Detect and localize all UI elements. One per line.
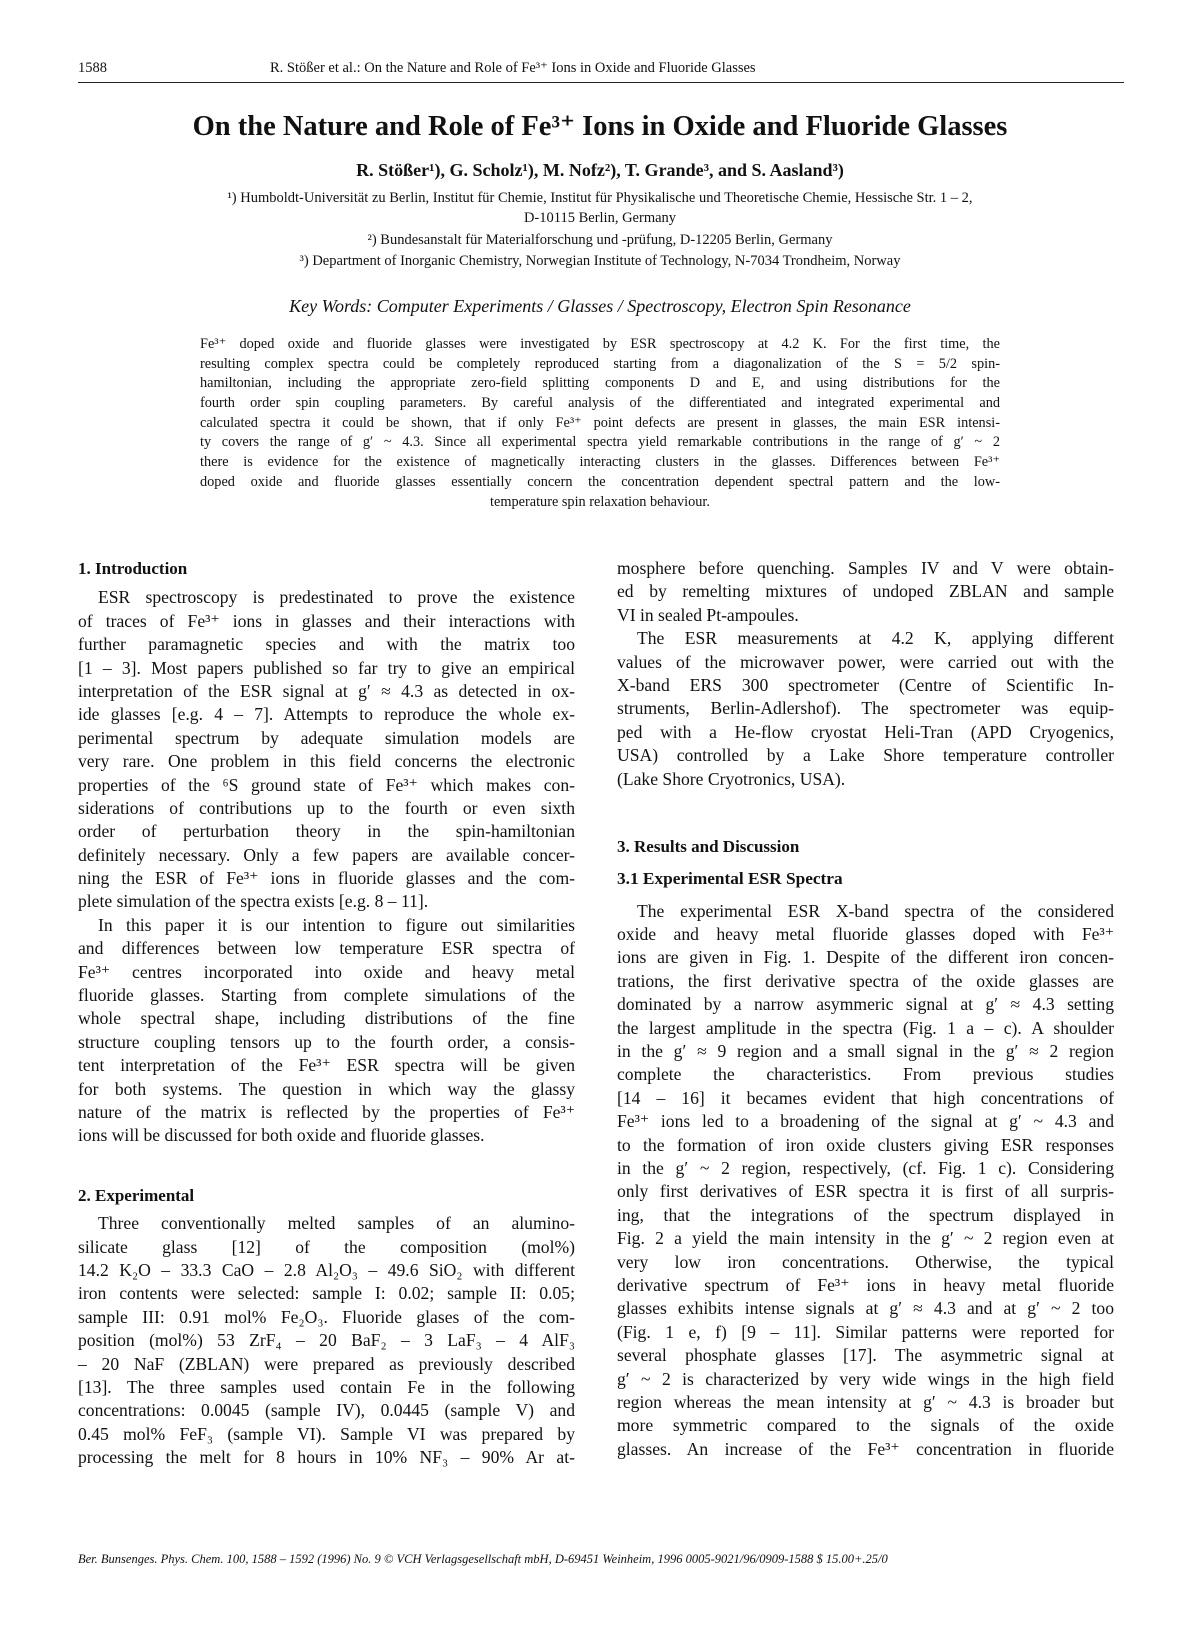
text-line: ing, that the integrations of the spectrum displayed in [617,1204,1114,1225]
text-line: dominated by a narrow asymmeric signal at g′ ≈ 4.3 setting [617,994,1114,1015]
text-line: oxide and heavy metal fluoride glasses doped with Fe³⁺ [617,924,1114,945]
text-line: structure coupling tensors up to the fourth order, a consis- [78,1031,575,1052]
text-line: Fig. 2 a yield the main intensity in the g′ ~ 2 region even at [617,1228,1114,1249]
text-line: nature of the matrix is reflected by the properties of Fe³⁺ [78,1101,575,1122]
text-line: siderations of contributions up to the fourth or even sixth [78,797,575,818]
text-line: properties of the ⁶S ground state of Fe³⁺ which makes con- [78,774,575,795]
text-line: ESR spectroscopy is predestinated to prove the existence [98,587,575,608]
author-list: R. Stößer¹), G. Scholz¹), M. Nofz²), T. Grande³, and S. Aasland³) [356,160,844,180]
abstract-line: Fe³⁺ doped oxide and fluoride glasses were investigated by ESR spectroscopy at 4.2 K. For the first time, the [200,336,1000,352]
text-line: definitely necessary. Only a few papers are available concer- [78,844,575,865]
keywords: Key Words: Computer Experiments / Glasses / Spectroscopy, Electron Spin Resonance [289,296,911,316]
section-heading-results: 3. Results and Discussion [617,836,800,856]
paper-title: On the Nature and Role of Fe³⁺ Ions in Oxide and Fluoride Glasses [192,111,1008,142]
text-line: [14 – 16] it becames evident that high concentrations of [617,1087,1114,1108]
journal-footer: Ber. Bunsenges. Phys. Chem. 100, 1588 – 1592 (1996) No. 9 © VCH Verlagsgesellschaft mbH, D-69451 Weinheim, 1996 0005-9021/96/0909-1588 $ 15.00+.25/0 [78,1552,888,1566]
abstract-line: doped oxide and fluoride glasses essentially concern the concentration dependent spectral pattern and the low- [200,473,1000,490]
text-line: tent interpretation of the Fe³⁺ ESR spectra will be given [78,1055,575,1076]
text-line: 0.45 mol% FeF₃ (sample VI). Sample VI was prepared by [78,1423,575,1444]
abstract-line: there is evidence for the existence of magnetically interacting clusters in the glasses. Differences between Fe³⁺ [200,454,1000,471]
abstract [200,335,1000,512]
text-line: The experimental ESR X-band spectra of the considered [637,900,1114,921]
text-line: ed by remelting mixtures of undoped ZBLAN and sample [617,581,1114,602]
text-line: complete the characteristics. From previous studies [617,1064,1114,1085]
text-line: Three conventionally melted samples of an alumino- [98,1213,575,1234]
running-title: R. Stößer et al.: On the Nature and Role of Fe³⁺ Ions in Oxide and Fluoride Glasses [270,60,756,76]
text-line: concentrations: 0.0045 (sample IV), 0.0445 (sample V) and [78,1400,575,1421]
text-line: trations, the first derivative spectra of the oxide glasses are [617,970,1114,991]
section-heading-experimental: 2. Experimental [78,1185,195,1205]
text-line: – 20 NaF (ZBLAN) were prepared as previously described [78,1353,575,1374]
text-line: The ESR measurements at 4.2 K, applying different [637,628,1114,649]
running-header [78,58,1124,83]
text-line: ped with a He-flow cryostat Heli-Tran (APD Cryogenics, [617,721,1114,742]
affiliation-1: ¹) Humboldt-Universität zu Berlin, Institut für Chemie, Institut für Physikalische und Theoretische Chemie, Hessische Str. 1 – 2, [227,190,973,206]
text-line: order of perturbation theory in the spin-hamiltonian [78,821,575,842]
text-line: fluoride glasses. Starting from complete simulations of the [78,985,575,1006]
text-line: processing the melt for 8 hours in 10% NF₃ – 90% Ar at- [78,1447,575,1468]
text-line: in the g′ ~ 2 region, respectively, (cf. Fig. 1 c). Considering [617,1157,1114,1178]
paragraph-results-1 [617,900,1114,1461]
text-line: for both systems. The question in which way the glassy [78,1078,575,1099]
text-line: region whereas the mean intensity at g′ ~ 4.3 is broader but [617,1391,1114,1412]
subsection-heading-experimental-esr: 3.1 Experimental ESR Spectra [617,869,843,889]
text-line: more symmetric compared to the signals of the oxide [617,1415,1114,1436]
text-line: silicate glass [12] of the composition (mol%) [78,1236,575,1257]
text-line: g′ ~ 2 is characterized by very wide wings in the high field [617,1368,1114,1389]
text-line: to the formation of iron oxide clusters giving ESR responses [617,1134,1114,1155]
section-heading-introduction: 1. Introduction [78,559,188,578]
text-line: of traces of Fe³⁺ ions in glasses and their interactions with [78,610,575,631]
text-line: only first derivatives of ESR spectra it is first of all surpris- [617,1181,1114,1202]
text-line: several phosphate glasses [17]. The asymmetric signal at [617,1345,1114,1366]
text-line: position (mol%) 53 ZrF₄ – 20 BaF₂ – 3 LaF₃ – 4 AlF₃ [78,1330,575,1351]
abstract-line: fourth order spin coupling parameters. By careful analysis of the differentiated and integrated experimental and [200,395,1000,412]
text-line: very low iron concentrations. Otherwise, the typical [617,1251,1114,1272]
text-line: [1 – 3]. Most papers published so far try to give an empirical [78,657,575,678]
paragraph-intro-1 [78,586,575,913]
text-line: iron contents were selected: sample I: 0.02; sample II: 0.05; [78,1283,575,1304]
right-column [617,557,1114,1461]
text-line: and differences between low temperature ESR spectra of [78,938,575,959]
paragraph-experimental-2 [617,627,1114,791]
abstract-line: temperature spin relaxation behaviour. [490,493,710,510]
text-line: glasses exhibits intense signals at g′ ≈ 4.3 and at g′ ~ 2 too [617,1298,1114,1319]
text-line: (Fig. 1 e, f) [9 – 11]. Similar patterns were reported for [617,1321,1114,1342]
text-line: glasses. An increase of the Fe³⁺ concentration in fluoride [617,1438,1114,1459]
abstract-line: calculated spectra it could be shown, that if only Fe³⁺ point defects are present in glasses, the main ESR intensi- [200,414,1000,431]
paragraph-intro-2 [78,914,575,1148]
text-line: very rare. One problem in this field concerns the electronic [78,751,575,772]
text-line: USA) controlled by a Lake Shore temperature controller [617,745,1114,766]
text-line: [13]. The three samples used contain Fe in the following [78,1376,575,1397]
text-line: 14.2 K₂O – 33.3 CaO – 2.8 Al₂O₃ – 49.6 SiO₂ with different [78,1259,575,1280]
left-column [78,557,575,1469]
text-line: ning the ESR of Fe³⁺ ions in fluoride glasses and the com- [78,868,575,889]
paragraph-experimental-1-continued [617,557,1114,627]
text-line: Fe³⁺ ions led to a broadening of the signal at g′ ~ 4.3 and [617,1111,1114,1132]
abstract-line: resulting complex spectra could be completely reproduced starting from a diagonalization of the S = 5/2 spin- [200,355,1000,372]
affiliation-3: ³) Department of Inorganic Chemistry, Norwegian Institute of Technology, N-7034 Trondheim, Norway [299,253,901,269]
text-line: further paramagnetic species and with the matrix too [78,634,575,655]
text-line: ions will be discussed for both oxide and fluoride glasses. [78,1125,485,1146]
text-line: ions are given in Fig. 1. Despite of the different iron concen- [617,947,1114,968]
text-line: ide glasses [e.g. 4 – 7]. Attempts to reproduce the whole ex- [78,704,575,725]
abstract-line: ty covers the range of g′ ~ 4.3. Since all experimental spectra yield remarkable contributions in the range of g′ ~ 2 [200,434,1000,451]
abstract-line: hamiltonian, including the appropriate zero-field splitting components D and E, and using distributions for the [200,375,1000,392]
text-line: plete simulation of the spectra exists [e.g. 8 – 11]. [78,891,429,912]
affiliation-2: ²) Bundesanstalt für Materialforschung und -prüfung, D-12205 Berlin, Germany [367,232,833,248]
text-line: derivative spectrum of Fe³⁺ ions in heavy metal fluoride [617,1274,1114,1295]
text-line: sample III: 0.91 mol% Fe₂O₃. Fluoride glases of the com- [78,1306,575,1327]
text-line: in the g′ ≈ 9 region and a small signal in the g′ ≈ 2 region [617,1041,1114,1062]
text-line: mosphere before quenching. Samples IV and V were obtain- [617,558,1114,578]
affiliation-1-address: D-10115 Berlin, Germany [523,210,677,226]
text-line: whole spectral shape, including distributions of the fine [78,1008,575,1029]
text-line: perimental spectrum by adequate simulation models are [78,727,575,748]
text-line: In this paper it is our intention to figure out similarities [98,914,575,935]
text-line: the largest amplitude in the spectra (Fig. 1 a – c). A shoulder [617,1017,1114,1038]
paragraph-experimental-1 [78,1212,575,1469]
page-number: 1588 [78,60,107,76]
text-line: X-band ERS 300 spectrometer (Centre of Scientific In- [617,674,1114,695]
text-line: struments, Berlin-Adlershof). The spectrometer was equip- [617,698,1114,719]
text-line: values of the microwaver power, were carried out with the [617,651,1114,672]
text-line: interpretation of the ESR signal at g′ ≈ 4.3 as detected in ox- [78,680,575,701]
text-line: (Lake Shore Cryotronics, USA). [617,768,846,789]
text-line: Fe³⁺ centres incorporated into oxide and heavy metal [78,961,575,982]
text-line: VI in sealed Pt-ampoules. [617,604,799,625]
